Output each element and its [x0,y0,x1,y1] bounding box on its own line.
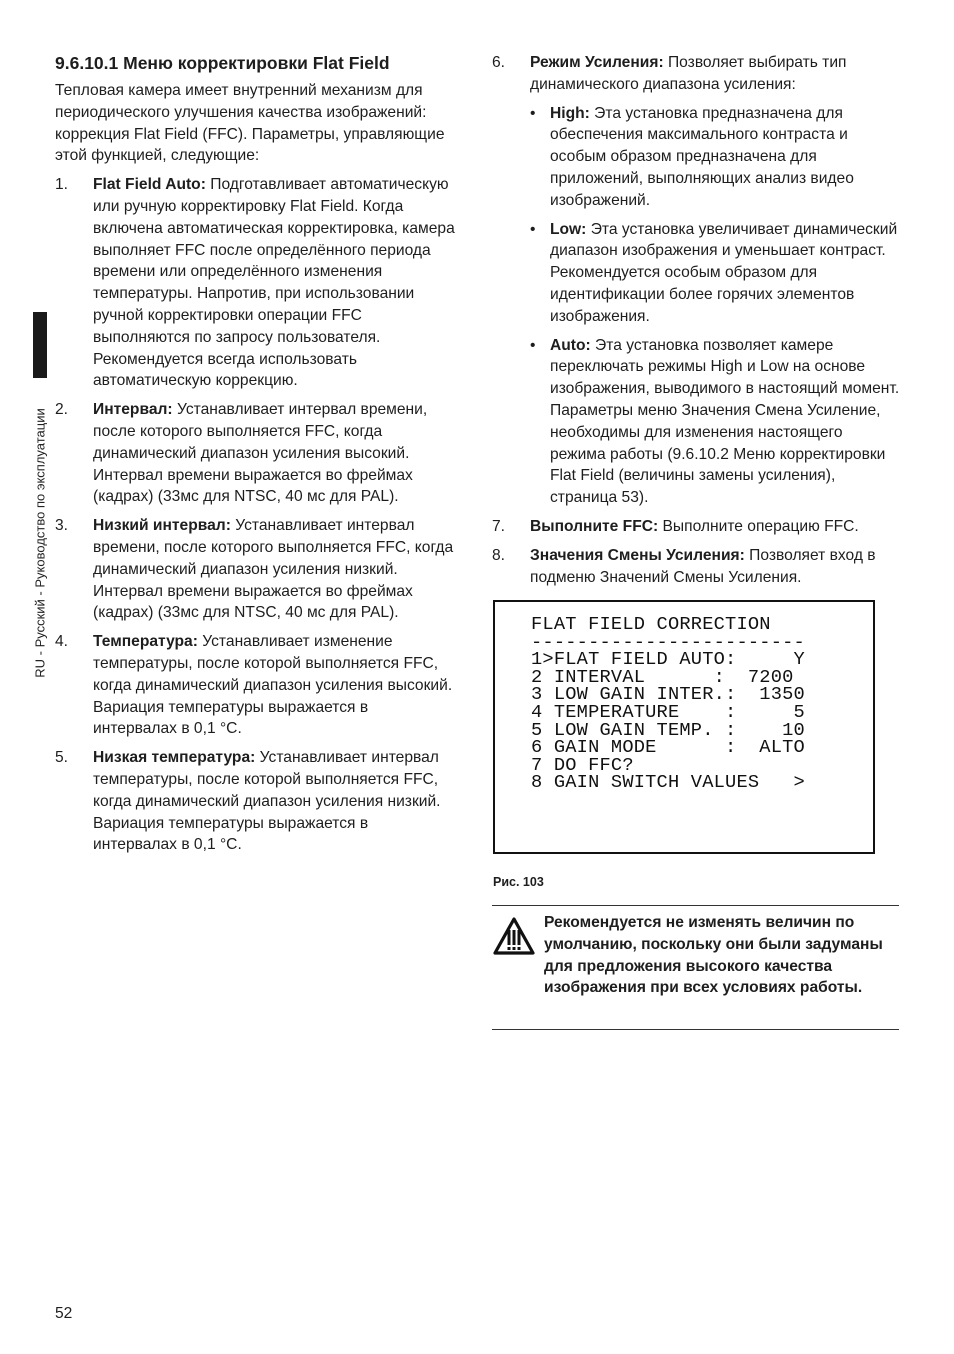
item-title: Flat Field Auto: [93,176,206,194]
osd-menu-figure [493,600,875,854]
bullet-item [530,103,900,212]
item-title: Интервал: [93,401,173,419]
item-text: Подготавливает автоматическую или ручную корректировку Flat Field. Когда включена автоматическая корректировка, камера выполняет FFC после определённого периода времени или определённого изменения температуры. Напротив, при использовании ручной корректировки операции FFC выполняются по запросу пользователя. Рекомендуется всегда использовать автоматическую коррекцию. [93,176,455,390]
bullet-title: High: [550,104,590,122]
side-tab-label: RU - Русский - Руководство по эксплуатации [32,408,48,678]
warning-triangle-icon [492,916,536,956]
warning-box [492,905,899,1030]
menu-line: 8 GAIN SWITCH VALUES > [531,771,805,794]
item-number: 1. [55,176,69,194]
item-number: 6. [492,54,506,71]
item-text: Позволяет вход в подменю Значений Смены Усиления. [530,546,876,586]
warning-text: Рекомендуется не изменять величин по умолчанию, поскольку они были задуманы для предложения высокого качества изображения при всех условиях работы. [544,914,883,997]
item-title: Низкая температура: [93,749,256,767]
list-item [55,174,455,392]
item-text: Устанавливает интервал времени, после которого выполняется FFC, когда динамический диапазон усиления высокий. Интервал времени выражается во фреймах (кадрах) (33мс для NTSC, 40 мс для PAL). [93,401,428,506]
menu-line: FLAT FIELD CORRECTION [531,613,771,635]
item-number: 5. [55,749,69,767]
menu-line: ------------------------ [531,630,805,653]
item-title: Выполните FFC: [530,517,659,535]
menu-line: 5 LOW GAIN TEMP. : 10 [531,718,805,741]
bullet-text: Эта установка позволяет камере переключать режимы High и Low на основе изображения, выводимого в настоящий момент. Параметры меню Значения Смена Усиление, необходимы для изменения настоящего режима работы (9.6.10.2 Меню корректировки Flat Field (величины замены усиления), страница 53). [550,336,900,507]
menu-line: 4 TEMPERATURE : 5 [531,700,805,723]
list-item [492,52,900,96]
figure-caption: Рис. 103 [493,875,544,889]
item-number: 7. [492,517,506,535]
menu-line: 1>FLAT FIELD AUTO: Y [531,648,805,671]
menu-line: 2 INTERVAL : 7200 [531,665,794,688]
item-number: 4. [55,633,69,651]
bullet-item [530,335,900,509]
bullet-text: Эта установка увеличивает динамический диапазон изображения и уменьшает контраст. Рекомендуется особым образом для идентификации более горячих элементов изображения. [550,220,898,325]
item-number: 2. [55,401,69,419]
list-item [55,399,455,508]
menu-line: 3 LOW GAIN INTER.: 1350 [531,683,805,706]
item-text: Устанавливает изменение температуры, после которой выполняется FFC, когда динамический диапазон усиления высокий. Вариация температуры выражается в интервалах в 0,1 °C. [93,633,453,738]
item-text: Выполните операцию FFC. [658,517,859,535]
menu-line: 6 GAIN MODE : ALTO [531,736,805,759]
bullet-text: Эта установка предназначена для обеспечения максимального контраста и особым образом предназначена для приложений, выполняющих анализ видео изображений. [550,104,854,209]
list-item [55,515,455,624]
list-item [492,516,900,538]
item-title: Температура: [93,633,198,651]
side-tab-marker [33,312,47,378]
item-title: Значения Смены Усиления: [530,546,745,564]
list-item [55,631,455,740]
menu-line: 7 DO FFC? [531,753,634,776]
left-column [55,52,455,856]
section-heading: 9.6.10.1 Меню корректировки Flat Field [55,53,390,73]
bullet-dot: • [530,220,536,238]
item-number: 3. [55,517,69,535]
list-item [55,747,455,856]
osd-menu-text [531,613,805,794]
item-text: Позволяет выбирать тип динамического диапазона усиления: [530,54,847,93]
intro-paragraph: Тепловая камера имеет внутренний механизм для периодического улучшения качества изображений: коррекция Flat Field (FFC). Параметры, управляющие этой функцией, следующие: [55,82,445,165]
list-item [492,545,900,589]
bullet-title: Low: [550,220,587,238]
bullet-dot: • [530,336,536,354]
bullet-title: Auto: [550,336,591,354]
item-text: Устанавливает интервал времени, после которого выполняется FFC, когда динамический диапазон усиления низкий. Интервал времени выражается во фреймах (кадрах) (33мс для NTSC, 40 мс для PAL). [93,517,454,622]
item-title: Режим Усиления: [530,54,664,71]
right-column [492,52,900,588]
bullet-item [530,219,900,328]
item-text: Устанавливает интервал температуры, после которой выполняется FFC, когда динамический диапазон усиления низкий. Вариация температуры выражается в интервалах в 0,1 °C. [93,749,441,854]
item-title: Низкий интервал: [93,517,231,535]
bullet-dot: • [530,104,536,122]
page-number: 52 [55,1305,73,1322]
item-number: 8. [492,546,506,564]
